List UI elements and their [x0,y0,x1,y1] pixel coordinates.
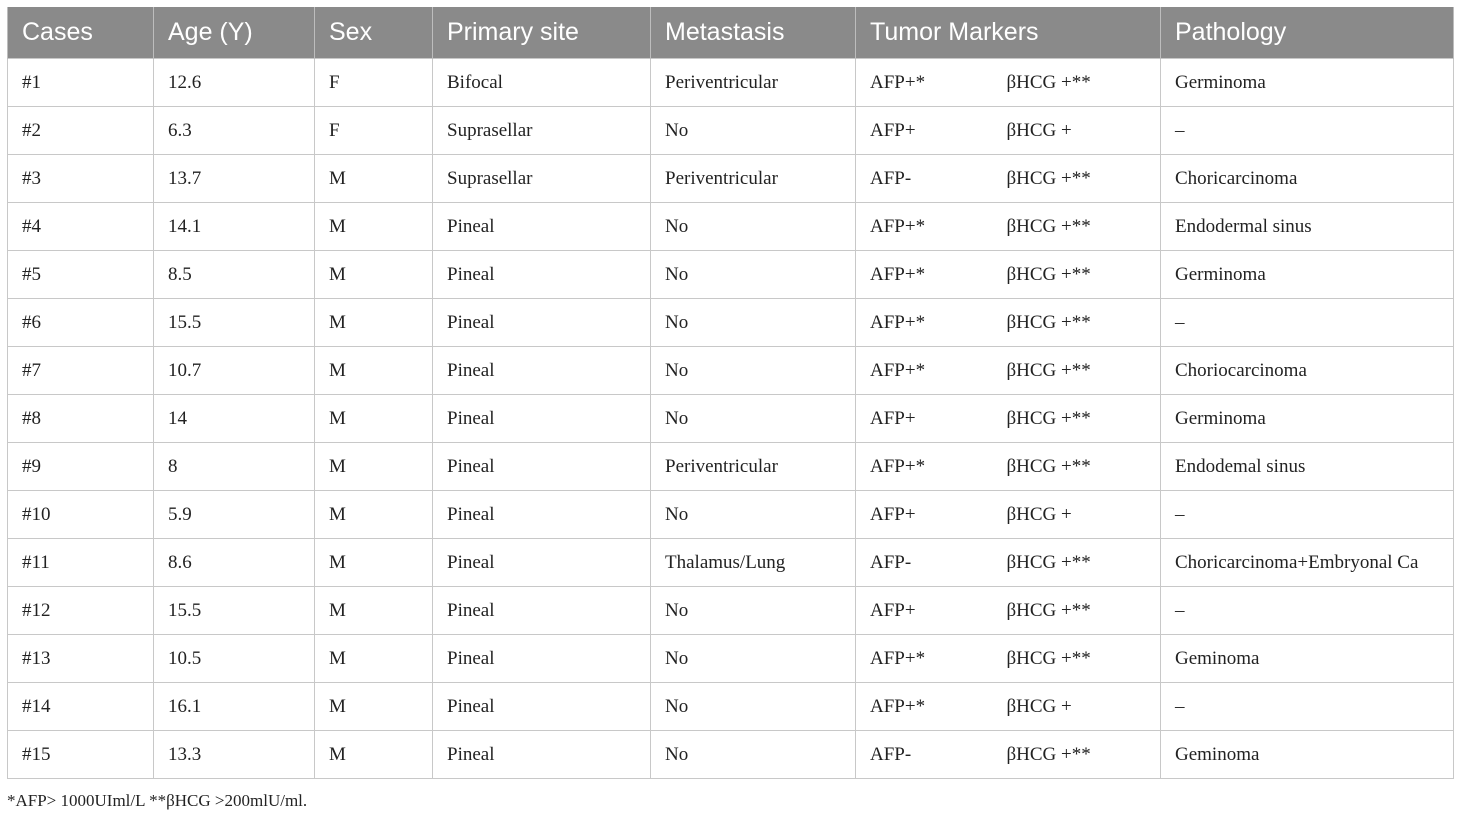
cell-pathology: – [1161,683,1454,731]
cell-sex: M [315,395,433,443]
cell-pathology: Endodemal sinus [1161,443,1454,491]
cell-metastasis: Thalamus/Lung [651,539,856,587]
cell-case: #11 [8,539,154,587]
cell-afp-marker: AFP+ [856,107,993,155]
cell-primary-site: Pineal [433,299,651,347]
cell-metastasis: No [651,203,856,251]
cell-case: #2 [8,107,154,155]
cell-metastasis: No [651,587,856,635]
cell-sex: M [315,491,433,539]
cell-case: #4 [8,203,154,251]
header-pathology: Pathology [1161,7,1454,59]
cell-metastasis: No [651,491,856,539]
header-row [8,7,1454,59]
cell-case: #14 [8,683,154,731]
cell-age: 8.5 [154,251,315,299]
cell-sex: M [315,539,433,587]
cell-age: 15.5 [154,299,315,347]
cell-sex: M [315,251,433,299]
cell-age: 15.5 [154,587,315,635]
cell-age: 14.1 [154,203,315,251]
cell-afp-marker: AFP+* [856,635,993,683]
cell-primary-site: Pineal [433,683,651,731]
cell-age: 10.5 [154,635,315,683]
cell-pathology: Choricarcinoma [1161,155,1454,203]
cell-primary-site: Pineal [433,635,651,683]
cell-bhcg-marker: βHCG +** [993,587,1161,635]
cell-metastasis: No [651,347,856,395]
table-row [8,539,1454,587]
cell-age: 10.7 [154,347,315,395]
cell-sex: M [315,443,433,491]
cell-afp-marker: AFP- [856,731,993,779]
cell-afp-marker: AFP+* [856,251,993,299]
cell-bhcg-marker: βHCG + [993,107,1161,155]
cell-bhcg-marker: βHCG + [993,491,1161,539]
cell-primary-site: Suprasellar [433,155,651,203]
header-tumor-markers: Tumor Markers [856,7,1161,59]
table-row [8,59,1454,107]
cell-afp-marker: AFP+* [856,299,993,347]
cell-pathology: Choriocarcinoma [1161,347,1454,395]
cell-primary-site: Pineal [433,395,651,443]
cell-sex: F [315,59,433,107]
cell-sex: M [315,203,433,251]
cell-primary-site: Pineal [433,251,651,299]
cell-afp-marker: AFP- [856,155,993,203]
table-row [8,731,1454,779]
cell-case: #1 [8,59,154,107]
cell-case: #8 [8,395,154,443]
table-body [8,59,1454,779]
cell-case: #7 [8,347,154,395]
cell-sex: M [315,587,433,635]
cell-metastasis: No [651,731,856,779]
cell-pathology: – [1161,491,1454,539]
table-row [8,155,1454,203]
table-row [8,587,1454,635]
header-sex: Sex [315,7,433,59]
cell-metastasis: No [651,395,856,443]
cell-bhcg-marker: βHCG +** [993,395,1161,443]
cell-primary-site: Pineal [433,347,651,395]
cell-bhcg-marker: βHCG + [993,683,1161,731]
cell-metastasis: Periventricular [651,59,856,107]
cell-sex: M [315,635,433,683]
cell-sex: M [315,155,433,203]
cell-metastasis: No [651,299,856,347]
cell-afp-marker: AFP+* [856,59,993,107]
header-primary-site: Primary site [433,7,651,59]
cell-afp-marker: AFP+* [856,443,993,491]
table-footnote: *AFP> 1000UIml/L **βHCG >200mlU/ml. [7,791,308,810]
cell-sex: M [315,347,433,395]
table-header [8,7,1454,59]
cell-case: #12 [8,587,154,635]
cell-afp-marker: AFP+ [856,491,993,539]
cell-case: #13 [8,635,154,683]
cell-case: #9 [8,443,154,491]
tumor-table-container [7,7,1453,779]
cell-case: #3 [8,155,154,203]
cell-sex: F [315,107,433,155]
cell-pathology: Geminoma [1161,635,1454,683]
cell-bhcg-marker: βHCG +** [993,635,1161,683]
cell-age: 5.9 [154,491,315,539]
cell-case: #10 [8,491,154,539]
cell-bhcg-marker: βHCG +** [993,539,1161,587]
cell-age: 13.3 [154,731,315,779]
cell-sex: M [315,683,433,731]
cell-pathology: Geminoma [1161,731,1454,779]
cell-bhcg-marker: βHCG +** [993,443,1161,491]
table-row [8,107,1454,155]
cell-metastasis: No [651,107,856,155]
cell-metastasis: No [651,683,856,731]
cell-age: 8.6 [154,539,315,587]
tumor-table [7,7,1454,779]
cell-sex: M [315,299,433,347]
cell-metastasis: Periventricular [651,443,856,491]
cell-case: #5 [8,251,154,299]
cell-age: 8 [154,443,315,491]
cell-case: #15 [8,731,154,779]
header-cases: Cases [8,7,154,59]
cell-bhcg-marker: βHCG +** [993,203,1161,251]
cell-afp-marker: AFP+ [856,395,993,443]
cell-bhcg-marker: βHCG +** [993,299,1161,347]
cell-pathology: Germinoma [1161,395,1454,443]
cell-primary-site: Pineal [433,539,651,587]
table-row [8,491,1454,539]
header-metastasis: Metastasis [651,7,856,59]
cell-metastasis: No [651,251,856,299]
cell-primary-site: Pineal [433,731,651,779]
cell-pathology: Endodermal sinus [1161,203,1454,251]
cell-pathology: – [1161,107,1454,155]
table-row [8,347,1454,395]
cell-age: 12.6 [154,59,315,107]
cell-case: #6 [8,299,154,347]
cell-bhcg-marker: βHCG +** [993,347,1161,395]
cell-primary-site: Pineal [433,491,651,539]
cell-age: 6.3 [154,107,315,155]
cell-primary-site: Suprasellar [433,107,651,155]
table-row [8,395,1454,443]
cell-bhcg-marker: βHCG +** [993,155,1161,203]
cell-pathology: Germinoma [1161,251,1454,299]
table-row [8,299,1454,347]
cell-pathology: Choricarcinoma+Embryonal Ca [1161,539,1454,587]
cell-afp-marker: AFP- [856,539,993,587]
cell-bhcg-marker: βHCG +** [993,59,1161,107]
cell-pathology: – [1161,299,1454,347]
cell-age: 16.1 [154,683,315,731]
table-row [8,683,1454,731]
cell-primary-site: Pineal [433,203,651,251]
cell-bhcg-marker: βHCG +** [993,251,1161,299]
cell-afp-marker: AFP+* [856,683,993,731]
cell-afp-marker: AFP+ [856,587,993,635]
table-row [8,443,1454,491]
cell-primary-site: Pineal [433,443,651,491]
table-row [8,203,1454,251]
cell-primary-site: Bifocal [433,59,651,107]
cell-primary-site: Pineal [433,587,651,635]
cell-sex: M [315,731,433,779]
cell-pathology: Germinoma [1161,59,1454,107]
cell-bhcg-marker: βHCG +** [993,731,1161,779]
header-age: Age (Y) [154,7,315,59]
cell-afp-marker: AFP+* [856,347,993,395]
cell-age: 14 [154,395,315,443]
cell-afp-marker: AFP+* [856,203,993,251]
table-row [8,251,1454,299]
cell-metastasis: No [651,635,856,683]
table-row [8,635,1454,683]
cell-pathology: – [1161,587,1454,635]
cell-metastasis: Periventricular [651,155,856,203]
cell-age: 13.7 [154,155,315,203]
